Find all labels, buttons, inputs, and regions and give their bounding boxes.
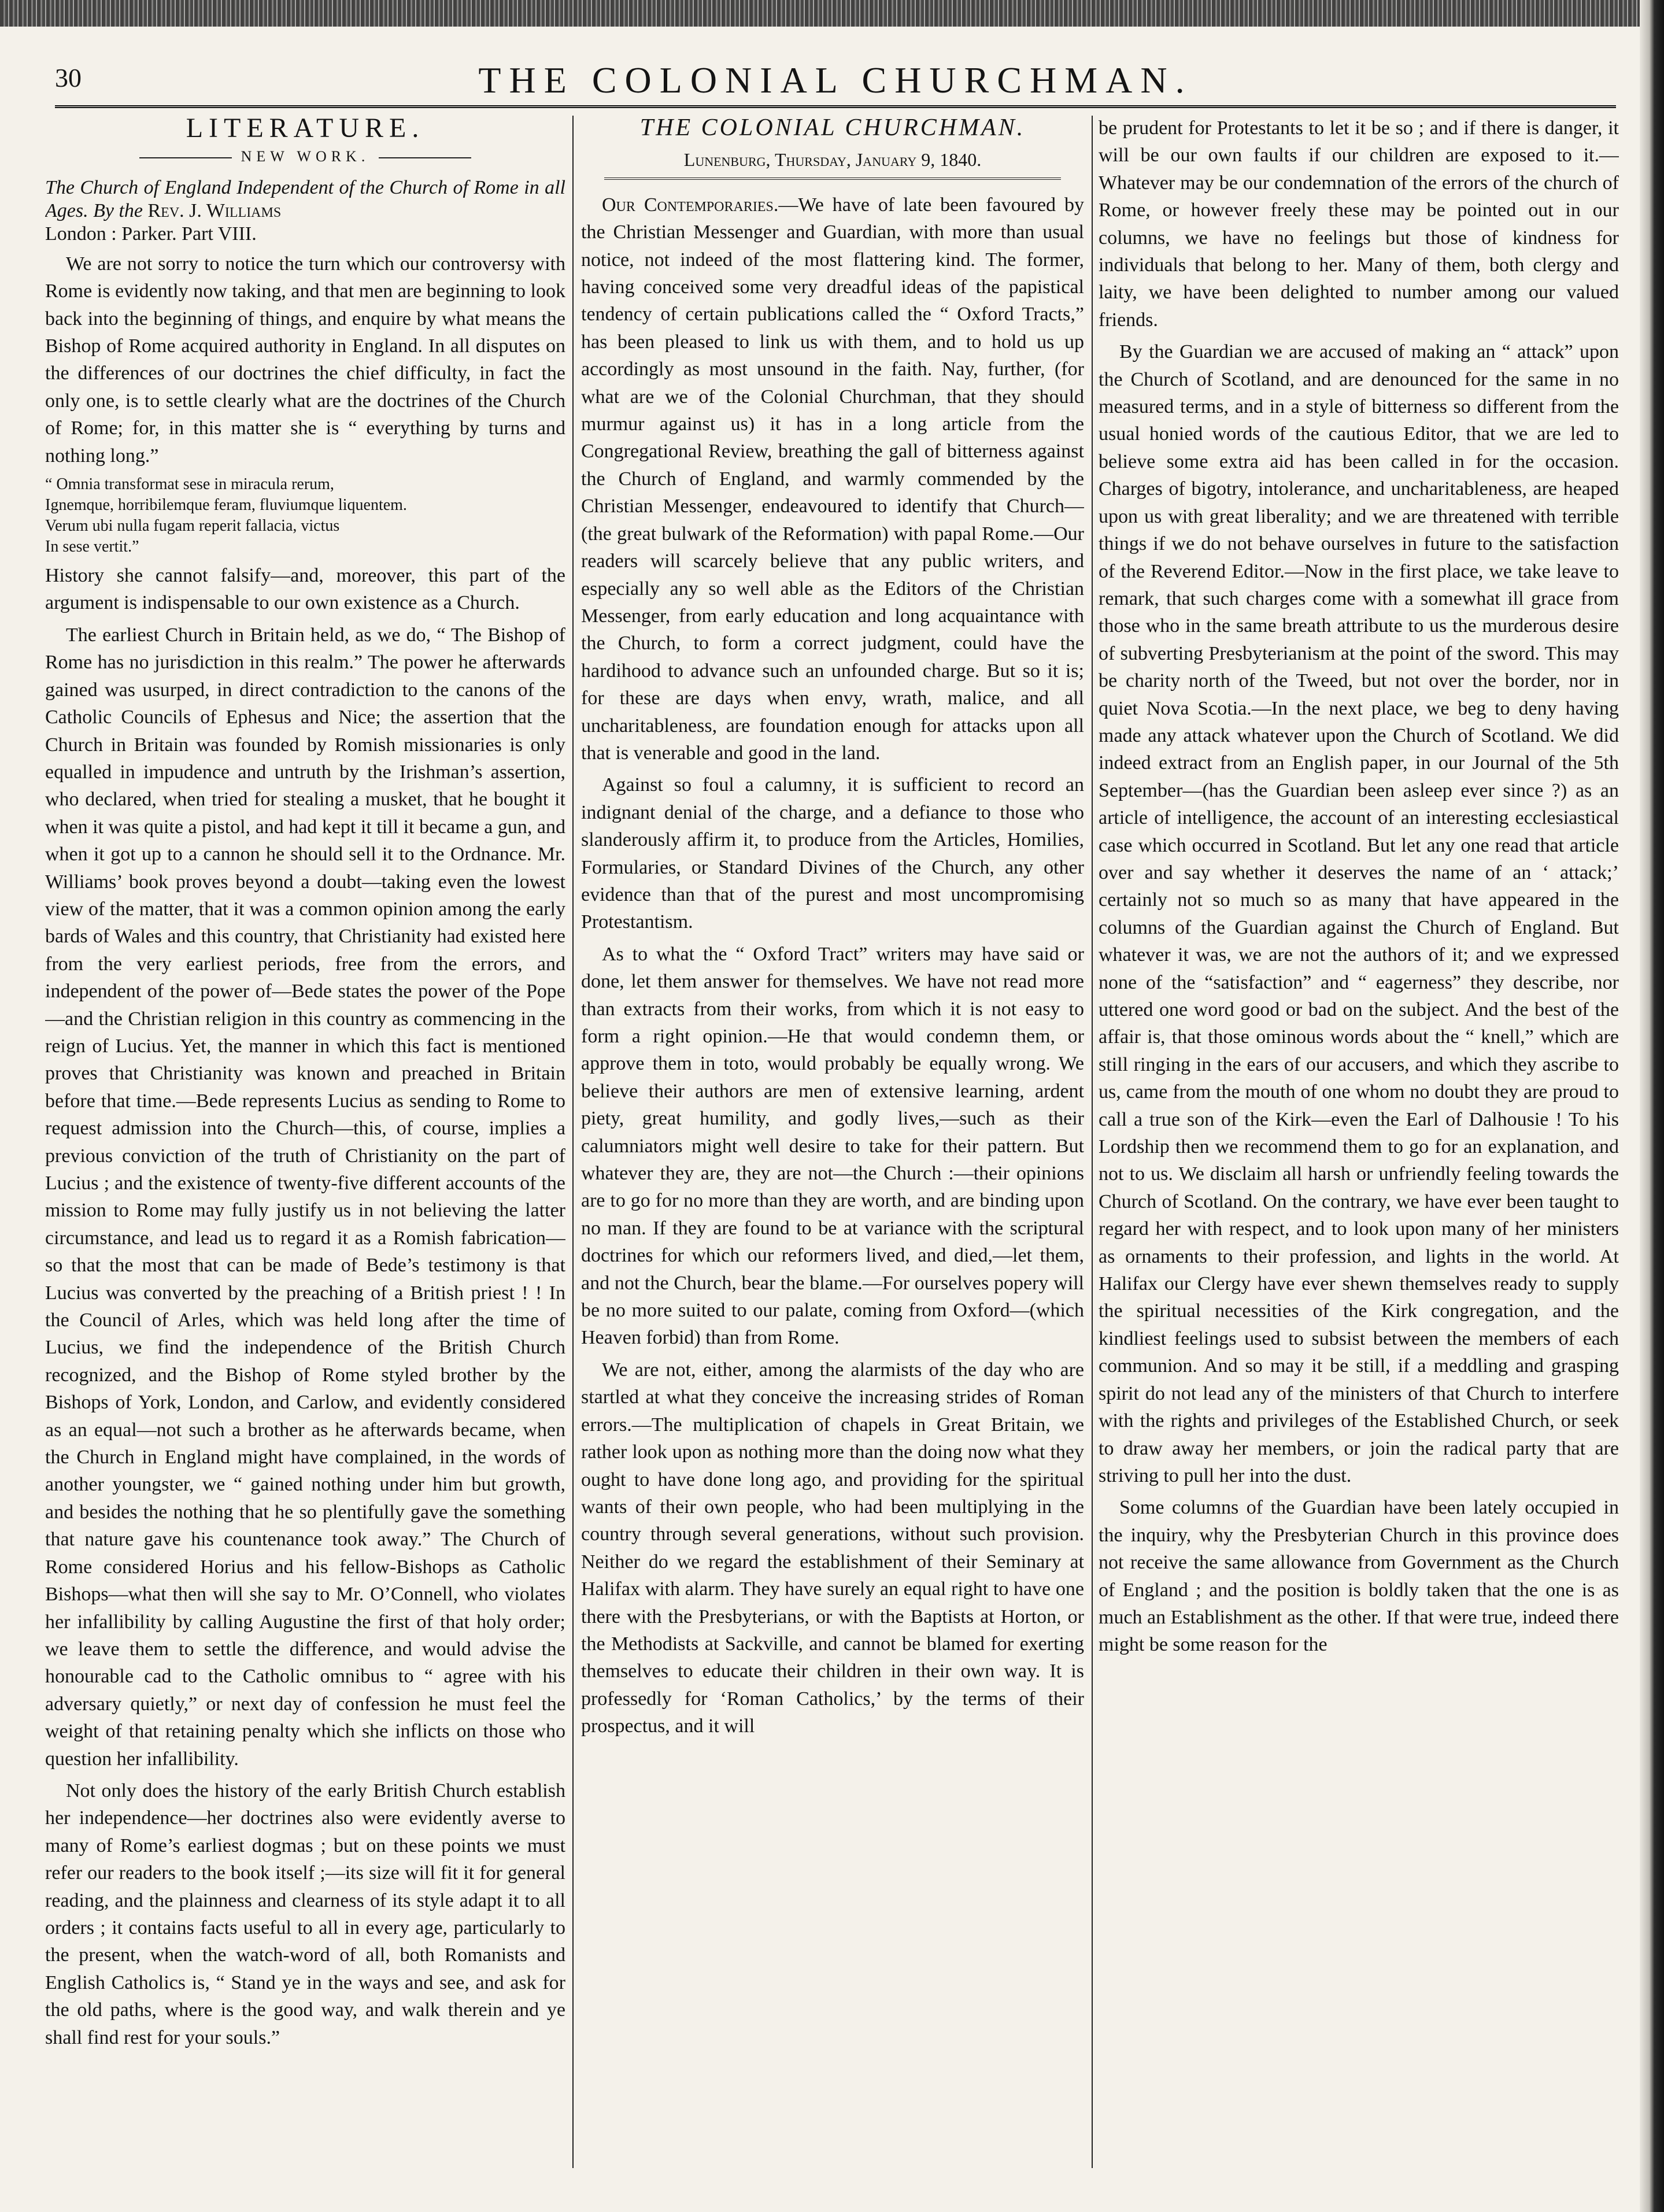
continued-paragraph-3: Some columns of the Guardian have been lately occupied in the inquiry, why the Presbyterian Church in this province does not receive the same allowance from Government as the Church of England ; and the position is boldly taken that the one is as much an Establishment as the other. If that were true, indeed there might be some reason for the <box>1099 1497 1619 1656</box>
latin-quotation <box>45 474 565 557</box>
scan-edge-right <box>1640 0 1664 2212</box>
column-rule-1 <box>572 116 574 2168</box>
quote-line: Ignemque, horribilemque feram, fluviumque liquentem. <box>45 496 407 515</box>
editorial-title: THE COLONIAL CHURCHMAN. <box>639 114 1026 141</box>
review-publisher: London : Parker. Part VIII. <box>45 223 257 245</box>
literature-paragraph-3: The earliest Church in Britain held, as we do, “ The Bishop of Rome has no jurisdiction in this realm.” The power he afterwards gained was usurped, in direct contradiction to the canons of the Catholic Councils of Ephesus and Nice; the assertion that the Church in Britain was founded by Romish missionaries is only equalled in impudence and untruth by the Irishman’s assertion, who declared, when tried for stealing a musket, that he bought it when it was quite a pistol, and had kept it till it became a gun, and when it got up to a cannon he should sell it to the Ordnance. Mr. Williams’ book proves beyond a doubt—taking even the lowest view of the matter, that it was a common opinion among the early bards of Wales and this country, that Christianity had existed here from the very earliest periods, free from the errors, and independent of the power of—Bede states the power of the Pope—and the Christian religion in this country as commencing in the reign of Lucius. Yet, the manner in which this fact is mentioned proves that Christianity was known and preached in Britain before that time.—Bede represents Lucius as sending to Rome to request admission into the Church—this, of course, implies a previous conviction of the truth of Christianity on the part of Lucius ; and the existence of twenty-five different accounts of the mission to Rome may fully justify us in not believing the latter circumstance, and lead us to regard it as a Romish fabrication—so that the most that can be made of Bede’s testimony is that Lucius was converted by the preaching of a British priest ! ! In the Council of Arles, which was held long after the time of Lucius, we find the independence of the British Church recognized, and the Bishop of Rome styled brother by the Bishops of York, London, and Carlow, and evidently considered as an equal—not such a brother as he afterwards became, when the Church in England might have complained, in the words of another youngster, we “ gained nothing under him but growth, and besides the nothing that he so plentifully gave the something that nature gave his countenance took away.” The Church of Rome considered Horius and his fellow-Bishops as Catholic Bishops—what then will she say to Mr. O’Connell, who violates her infallibility by calling Augustine the first of that holy order; we leave them to settle the difference, and would advise the honourable cad to the Catholic omnibus to “ agree with his adversary quietly,” or next day of confession he must feel the weight of that retaining penalty which she inflicts on those who question her infallibility. <box>45 624 565 1770</box>
masthead: THE COLONIAL CHURCHMAN. <box>478 60 1193 101</box>
literature-paragraph-1: We are not sorry to notice the turn which our controversy with Rome is evidently now taking, and that men are beginning to look back into the beginning of things, and enquire by what means the Bishop of Rome acquired authority in England. In all disputes on the differences of our doctrines the chief difficulty, in fact the only one, is to settle clearly what are the doctrines of the Church of Rome; for, in this matter she is “ everything by turns and nothing long.” <box>45 253 565 467</box>
page-number: 30 <box>55 63 82 93</box>
literature-paragraph-2: History she cannot falsify—and, moreover, this part of the argument is indispensable to our own existence as a Church. <box>45 565 565 614</box>
dateline: Lunenburg, Thursday, January 9, 1840. <box>683 149 982 171</box>
editorial-rule <box>604 177 1061 180</box>
column-editorial <box>581 114 1084 2173</box>
column-literature <box>45 114 565 2173</box>
page-header <box>55 62 1616 103</box>
review-author: Rev. J. Williams <box>147 199 282 221</box>
quote-line: In sese vertit.” <box>45 538 139 556</box>
subsection-title: NEW WORK. <box>45 143 565 170</box>
editorial-paragraph-1-text: —We have of late been favoured by the Christian Messenger and Guardian, with more than usual notice, not indeed of the most flattering kind. The former, having conceived some very dreadful ideas of the papistical tendency of certain publications called the “ Oxford Tracts,” has been pleased to link us with them, and to hold us up accordingly as most unsound in the faith. Nay, further, (for what are we of the Colonial Churchman, that they should murmur against us) it has in a long article from the Congregational Review, breathing the gall of bitterness against the Church of England, and warmly commended by the Christian Messenger, endeavoured to identify that Church—(the great bulwark of the Reformation) with papal Rome.—Our readers will scarcely believe that any public writers, and especially any so well able as the Editors of the Christian Messenger, from early education and long acquaintance with the Church, to form a correct judgment, could have the hardihood to advance such an unfounded charge. But so it is; for these are days when envy, wrath, malice, and all uncharitableness, are foundation enough for attacks upon all that is venerable and good in the land. <box>581 194 1084 764</box>
section-title: LITERATURE. <box>186 114 425 143</box>
review-title: The Church of England Independent of the Church of Rome in all Ages. By the <box>45 176 565 221</box>
continued-paragraph-1: be prudent for Protestants to let it be so ; and if there is danger, it will be our own faults if our children are exposed to it.—Whatever may be our condemnation of the errors of the church of Rome, or however freely these may be pointed out in our columns, we have no feelings but those of kindness for individuals that belong to her. Many of them, both clergy and laity, we have been delighted to number among our valued friends. <box>1099 117 1619 331</box>
editorial-paragraph-2: Against so foul a calumny, it is sufficient to record an indignant denial of the charge, and a defiance to those who slanderously affirm it, to produce from the Articles, Homilies, Formularies, or Standard Divines of the Church, any other evidence than that of the purest and most uncompromising Protestantism. <box>581 774 1084 933</box>
editorial-paragraph-4: We are not, either, among the alarmists of the day who are startled at what they conceive the increasing strides of Roman errors.—The multiplication of chapels in Great Britain, we rather look upon as nothing more than the doing now what they ought to have done long ago, and providing for the spiritual wants of their own people, who had been multiplying in the country through several generations, without such provision. Neither do we regard the establishment of their Seminary at Halifax with alarm. They have surely an equal right to have one there with the Presbyterians, or with the Baptists at Horton, or the Methodists at Sackville, and cannot be blamed for exerting themselves to educate their children in their own way. It is professedly for ‘Roman Catholics,’ by the terms of their prospectus, and it will <box>581 1359 1084 1737</box>
continued-paragraph-2: By the Guardian we are accused of making an “ attack” upon the Church of Scotland, and are denounced for the same in no measured terms, and in a style of bitterness so different from the usual honied words of the cautious Editor, that we are led to believe some extra aid has been called in for the occasion. Charges of bigotry, intolerance, and uncharitableness, are heaped upon us with great liberality; and we are threatened with terrible things if we do not behave ourselves in future to the satisfaction of the Reverend Editor.—Now in the first place, we take leave to remark, that such charges come with a somewhat ill grace from those who in the same breath attribute to us the murderous desire of subverting Presbyterianism at the point of the sword. This may be charity north of the Tweed, but not over the border, nor in quiet Nova Scotia.—In the next place, we beg to deny having made any attack whatever upon the Church of Scotland. We did indeed extract from an English paper, in our Journal of the 5th September—(has the Guardian been asleep ever since ?) as an article of intelligence, the account of an interesting ecclesiastical case which occurred in Scotland. But let any one read that article over and say whether it deserves the name of an ‘ attack;’ certainly not so much so as many that have appeared in the columns of the Guardian against the Church of England. But whatever it was, we are not the authors of it; and we expressed none of the “satisfaction” and “ eagerness” they describe, nor uttered one word good or bad on the subject. And the best of the affair is, that those ominous words about the “ knell,” which are still ringing in the ears of our accusers, and which they ascribe to us, came from the mouth of one whom no doubt they are proud to call a true son of the Kirk—even the Earl of Dalhousie ! To his Lordship then we recommend them to go for an explanation, and not to us. We disclaim all harsh or unfriendly feeling towards the Church of Scotland. On the contrary, we have ever been taught to regard her with respect, and to look upon many of her ministers as ornaments to their profession, and lights in the world. At Halifax our Clergy have ever shewn themselves ready to supply the spiritual necessities of the Kirk congregation, and the kindliest feelings used to subsist between the members of each communion. And so may it be still, if a meddling and grasping spirit do not lead any of the ministers of that Church to interfere with the rights and privileges of the Established Church, or seek to draw away her members, or join the radical party that are striving to pull her into the dust. <box>1099 341 1619 1486</box>
editorial-paragraph-1 <box>581 191 1084 767</box>
header-rule <box>55 105 1616 108</box>
column-editorial-continued <box>1099 114 1619 2173</box>
review-heading <box>45 176 565 223</box>
literature-paragraph-4: Not only does the history of the early British Church establish her independence—her doctrines also were evidently averse to many of Rome’s earliest dogmas ; but on these points we must refer our readers to the book itself ;—its size will fit it for general reading, and the plainness and clearness of its style adapt it to all orders ; it contains facts useful to all in every age, particularly to the present, when the watch-word of all, both Romanists and English Catholics is, “ Stand ye in the ways and see, and ask for the old paths, where is the good way, and walk therein and ye shall find rest for your souls.” <box>45 1780 565 2048</box>
column-rule-2 <box>1092 116 1093 2168</box>
quote-line: “ Omnia transformat sese in miracula rerum, <box>45 475 334 494</box>
quote-line: Verum ubi nulla fugam reperit fallacia, victus <box>45 517 340 535</box>
run-in-heading: Our Contemporaries. <box>602 194 779 216</box>
scan-edge-top <box>0 0 1664 27</box>
editorial-paragraph-3: As to what the “ Oxford Tract” writers may have said or done, let them answer for themselves. We have not read more than extracts from their works, from which it is not easy to form a right opinion.—He that would condemn them, or approve them in toto, would probably be equally wrong. We believe their authors are men of extensive learning, ardent piety, great humility, and godly lives,—such as their calumniators might well desire to take for their pattern. But whatever they are, they are not—the Church :—their opinions are to go for no more than they are worth, and are binding upon no man. If they are found to be at variance with the scriptural doctrines for which our reformers lived, and died,—let them, and not the Church, bear the blame.—For ourselves popery will be no more suited to our palate, coming from Oxford—(which Heaven forbid) than from Rome. <box>581 943 1084 1349</box>
